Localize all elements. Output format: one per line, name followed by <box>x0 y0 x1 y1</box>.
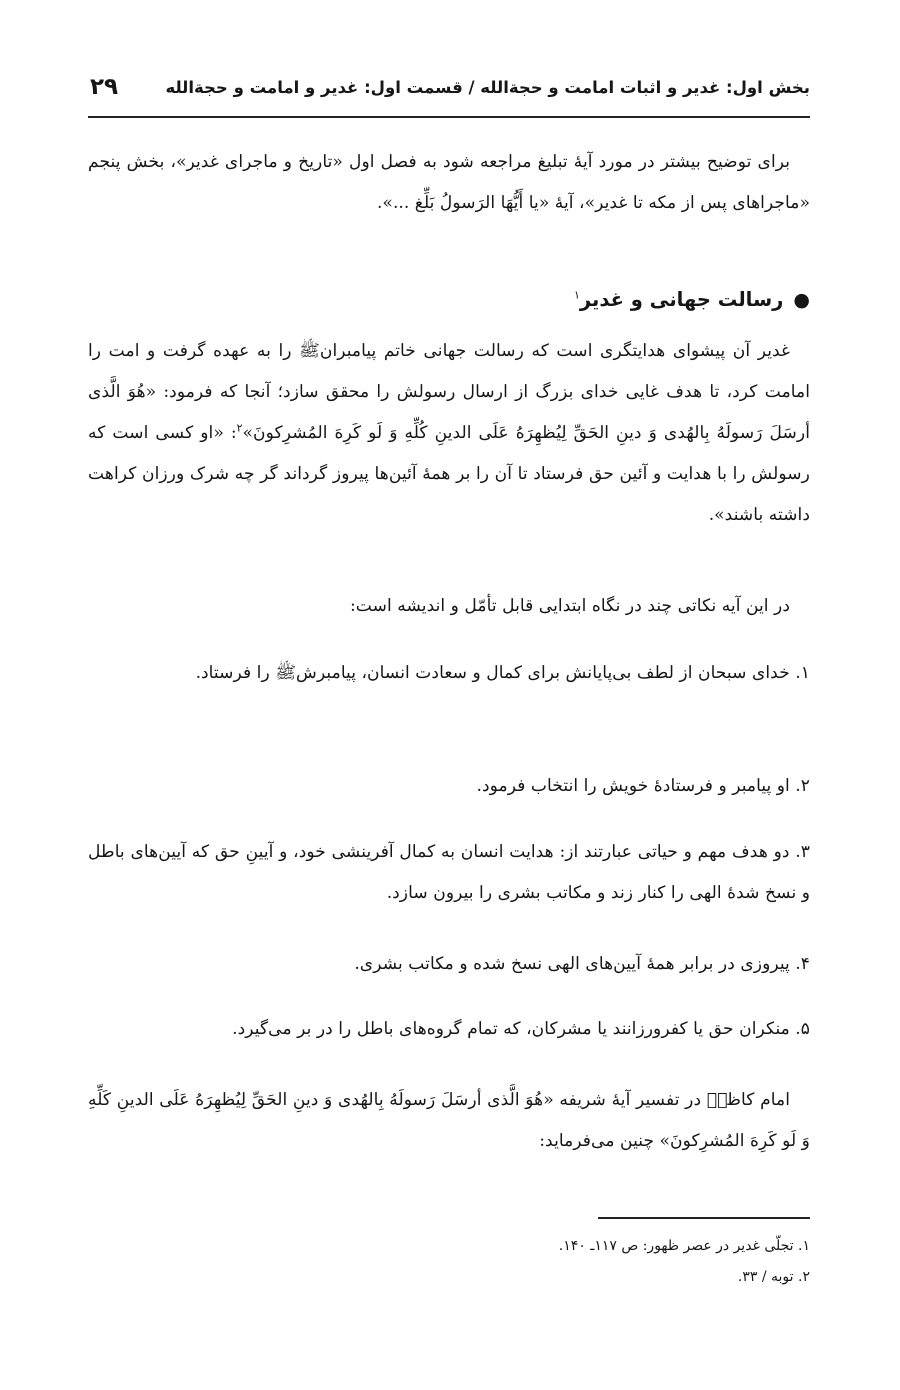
list-item: ۴. پیروزی در برابر همهٔ آیین‌های الهی نسخ شده و مکاتب بشری. <box>354 954 810 974</box>
section-heading <box>574 288 810 311</box>
footnote: ۱. تجلّی غدیر در عصر ظهور: ص ۱۱۷ـ ۱۴۰. <box>558 1238 810 1254</box>
footnote: ۲. توبه / ۳۳. <box>737 1269 810 1285</box>
paragraph-points-intro: در این آیه نکاتی چند در نگاه ابتدایی قابل تأمّل و اندیشه است: <box>349 596 790 616</box>
page-number: ۲۹ <box>90 74 119 100</box>
list-item: ۲. او پیامبر و فرستادهٔ خویش را انتخاب فرمود. <box>476 776 810 796</box>
running-header <box>88 72 810 118</box>
list-item: ۱. خدای سبحان از لطف بی‌پایانش برای کمال و سعادت انسان، پیامبرشﷺ را فرستاد. <box>195 663 810 683</box>
list-item: ۵. منکران حق یا کفرورزانند یا مشرکان، که تمام گروه‌های باطل را در بر می‌گیرد. <box>232 1019 810 1039</box>
paragraph-mission-text: غدیر آن پیشوای هدایتگری است که رسالت جهانی خاتم پیامبرانﷺ را به عهده گرفت و امت را امامت کرد، تا هدف غایی خدای بزرگ از ارسال رسولش را محقق سازد؛ آنجا که فرمود: «هُوَ الَّذی أرسَلَ رَسولَهُ بِالهُدی وَ دینِ الحَقِّ لِیُظهِرَهُ عَلَی الدینِ کُلِّهِ وَ لَو کَرِهَ المُشرِکونَ» <box>88 341 810 443</box>
bullet-icon: ● <box>793 289 810 311</box>
paragraph-imam: امام کاظمؑ در تفسیر آیهٔ شریفه «هُوَ الَّذی أرسَلَ رَسولَهُ بِالهُدی وَ دینِ الحَقِّ لِیُظهِرَهُ عَلَی الدینِ کَلِّهِ وَ لَو کَرِهَ المُشرِکونَ» چنین می‌فرماید: <box>88 1090 810 1151</box>
paragraph-mission <box>88 331 810 536</box>
running-title: بخش اول: غدیر و اثبات امامت و حجةالله / قسمت اول: غدیر و امامت و حجةالله <box>165 78 810 97</box>
footnote-marker: ۲ <box>236 421 243 435</box>
paragraph-mission-tail: : «او کسی است که رسولش را با هدایت و آئین حق فرستاد تا آن را بر همهٔ آئین‌ها پیروز گرداند گر چه شرک ورزان کراهت داشته باشند». <box>88 423 810 525</box>
footnote-marker: ۱ <box>573 288 580 302</box>
list-item: ۳. دو هدف مهم و حیاتی عبارتند از: هدایت انسان به کمال آفرینشی خود، و آیینِ حق که آیین‌های باطل و نسخ شدهٔ الهی را کنار زند و مکاتب بشری را بیرون سازد. <box>88 842 810 903</box>
intro-paragraph: برای توضیح بیشتر در مورد آیهٔ تبلیغ مراجعه شود به فصل اول «تاریخ و ماجرای غدیر»، بخش پنجم «ماجراهای پس از مکه تا غدیر»، آیهٔ «یا أَیُّهَا الرَسولُ بَلِّغ ...». <box>88 152 810 213</box>
section-title: رسالت جهانی و غدیر <box>579 288 784 311</box>
footnote-divider <box>598 1217 810 1219</box>
